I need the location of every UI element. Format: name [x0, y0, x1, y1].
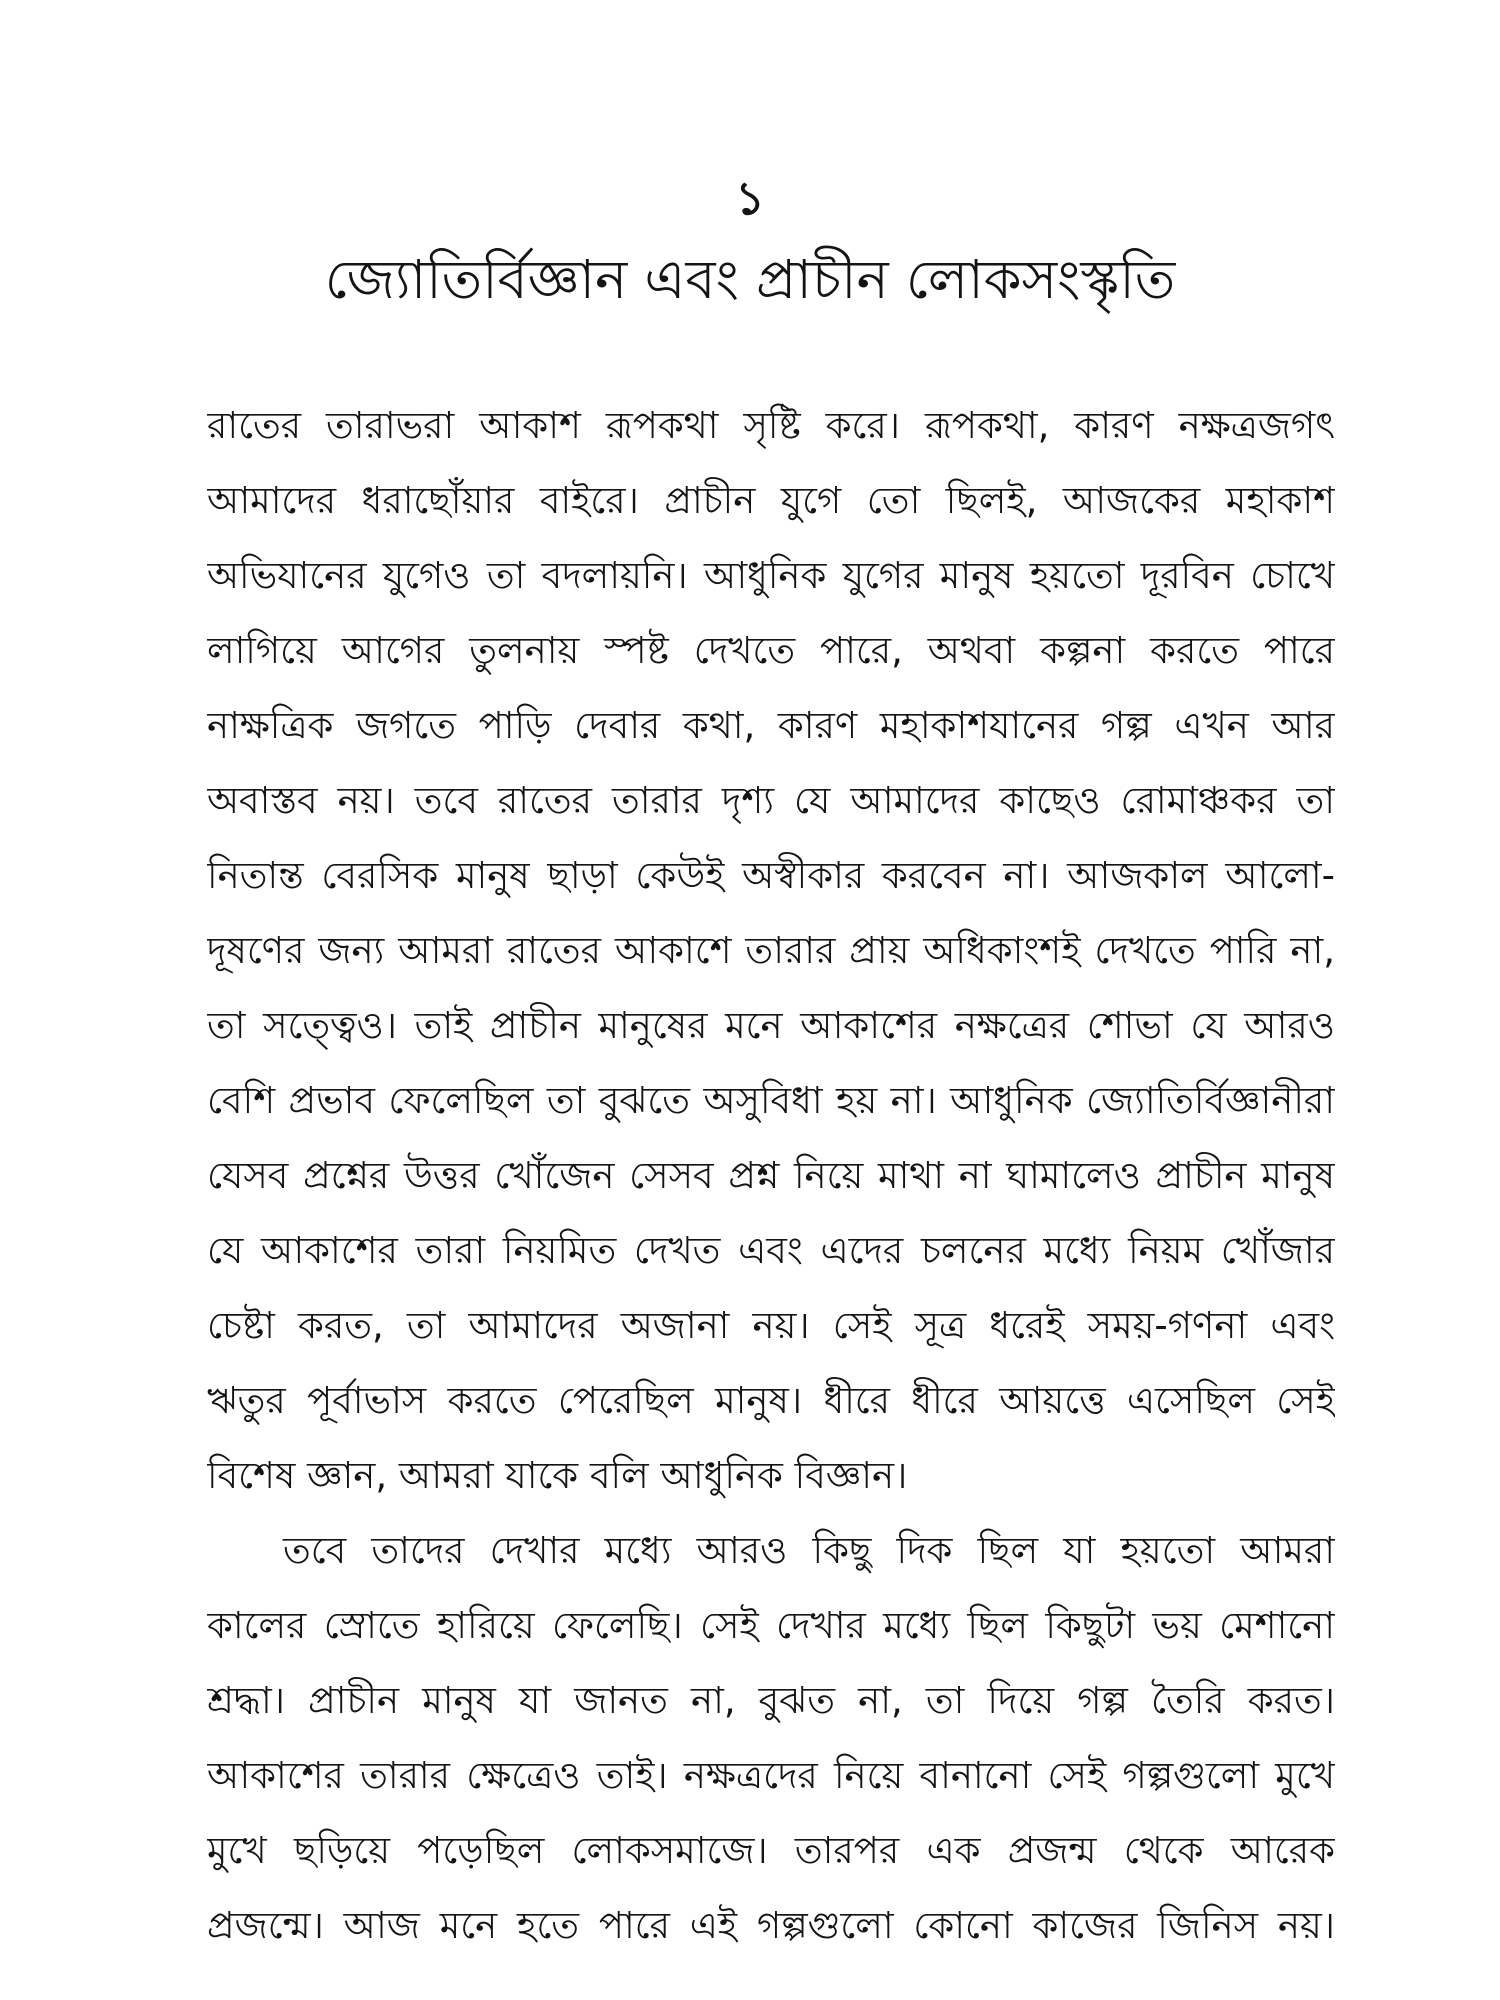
text-line: কালের স্রোতে হারিয়ে ফেলেছি। সেই দেখার মধ্যে ছিল কিছুটা ভয় মেশানো: [207, 1604, 1335, 1647]
chapter-number: ১: [735, 171, 765, 225]
text-line: বিশেষ জ্ঞান, আমরা যাকে বলি আধুনিক বিজ্ঞান।: [207, 1454, 908, 1497]
text-line: আকাশের তারার ক্ষেত্রেও তাই। নক্ষত্রদের নিয়ে বানানো সেই গল্পগুলো মুখে: [207, 1754, 1335, 1797]
paragraph-2: [207, 1513, 1335, 1963]
chapter-title: জ্যোতির্বিজ্ঞান এবং প্রাচীন লোকসংস্কৃতি: [324, 248, 1176, 311]
text-line: যে আকাশের তারা নিয়মিত দেখত এবং এদের চলনের মধ্যে নিয়ম খোঁজার: [207, 1229, 1335, 1272]
text-line: মুখে ছড়িয়ে পড়েছিল লোকসমাজে। তারপর এক প্রজন্ম থেকে আরেক: [207, 1829, 1335, 1872]
text-line: তা সত্ত্বেও। তাই প্রাচীন মানুষের মনে আকাশের নক্ষত্রের শোভা যে আরও: [207, 1004, 1335, 1047]
text-line: বেশি প্রভাব ফেলেছিল তা বুঝতে অসুবিধা হয় না। আধুনিক জ্যোতির্বিজ্ঞানীরা: [207, 1079, 1335, 1122]
text-line: অভিযানের যুগেও তা বদলায়নি। আধুনিক যুগের মানুষ হয়তো দূরবিন চোখে: [207, 554, 1335, 597]
text-line: দূষণের জন্য আমরা রাতের আকাশে তারার প্রায় অধিকাংশই দেখতে পারি না,: [207, 929, 1335, 972]
text-line: লাগিয়ে আগের তুলনায় স্পষ্ট দেখতে পারে, অথবা কল্পনা করতে পারে: [207, 629, 1335, 672]
text-line: তবে তাদের দেখার মধ্যে আরও কিছু দিক ছিল যা হয়তো আমরা: [283, 1529, 1335, 1572]
text-line: যেসব প্রশ্নের উত্তর খোঁজেন সেসব প্রশ্ন নিয়ে মাথা না ঘামালেও প্রাচীন মানুষ: [207, 1154, 1335, 1197]
text-line: চেষ্টা করত, তা আমাদের অজানা নয়। সেই সূত্র ধরেই সময়-গণনা এবং: [207, 1304, 1335, 1347]
paragraph-1: [207, 388, 1335, 1513]
text-line: আমাদের ধরাছোঁয়ার বাইরে। প্রাচীন যুগে তো ছিলই, আজকের মহাকাশ: [207, 479, 1335, 522]
text-line: শ্রদ্ধা। প্রাচীন মানুষ যা জানত না, বুঝত না, তা দিয়ে গল্প তৈরি করত।: [207, 1679, 1335, 1722]
text-line: নাক্ষত্রিক জগতে পাড়ি দেবার কথা, কারণ মহাকাশযানের গল্প এখন আর: [207, 704, 1335, 747]
text-line: ঋতুর পূর্বাভাস করতে পেরেছিল মানুষ। ধীরে ধীরে আয়ত্তে এসেছিল সেই: [207, 1379, 1335, 1422]
text-line: প্রজন্মে। আজ মনে হতে পারে এই গল্পগুলো কোনো কাজের জিনিস নয়।: [207, 1904, 1335, 1947]
text-line: অবাস্তব নয়। তবে রাতের তারার দৃশ্য যে আমাদের কাছেও রোমাঞ্চকর তা: [207, 779, 1335, 822]
text-line: নিতান্ত বেরসিক মানুষ ছাড়া কেউই অস্বীকার করবেন না। আজকাল আলো-: [207, 854, 1335, 897]
text-line: রাতের তারাভরা আকাশ রূপকথা সৃষ্টি করে। রূপকথা, কারণ নক্ষত্রজগৎ: [207, 404, 1335, 447]
chapter-body: [207, 388, 1335, 1963]
